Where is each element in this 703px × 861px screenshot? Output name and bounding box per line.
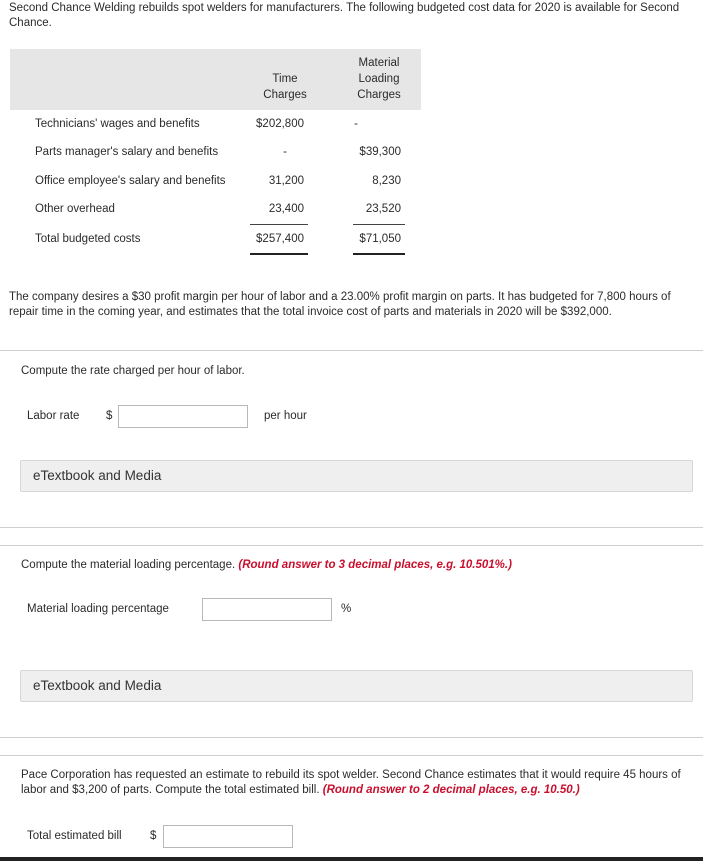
subtotal-rule-material: [353, 224, 405, 225]
q2-prompt: Compute the material loading percentage.: [21, 559, 236, 571]
header-time-line2: Charges: [263, 89, 307, 101]
total-time: $257,400: [256, 233, 304, 245]
cell-time: -: [283, 146, 287, 158]
q3-prompt: Pace Corporation has requested an estimate to rebuild its spot welder. Second Chance estimates that it would require 45 hours of labor and $3,200 of parts. Compute the total estimated bill.: [21, 769, 681, 796]
total-rule-time: [250, 253, 308, 255]
row-label: Parts manager's salary and benefits: [35, 146, 219, 158]
total-bill-label: Total estimated bill: [27, 830, 122, 842]
problem-paragraph: The company desires a $30 profit margin per hour of labor and a 23.00% profit margin on parts. It has budgeted for 7,800 hours of repair time in the coming year, and estimates that the total invoice cost of parts and materials in 2020 will be $392,000.: [9, 291, 671, 318]
header-material-loading-charges: [348, 55, 410, 103]
intro-text: Second Chance Welding rebuilds spot welders for manufacturers. The following budgeted cost data for 2020 is available for Second Chance.: [9, 2, 680, 29]
material-loading-label: Material loading percentage: [27, 603, 169, 615]
bottom-border: [0, 857, 703, 861]
cell-time: 23,400: [268, 203, 304, 215]
q2-prompt-line: [21, 559, 512, 571]
total-label: Total budgeted costs: [35, 233, 141, 245]
etextbook-media-label: eTextbook and Media: [33, 468, 162, 483]
row-label: Technicians' wages and benefits: [35, 118, 200, 130]
cell-material: 23,520: [365, 203, 401, 215]
material-loading-input[interactable]: [202, 598, 332, 621]
total-bill-input[interactable]: [163, 825, 293, 848]
etextbook-media-label: eTextbook and Media: [33, 678, 162, 693]
section-divider: [0, 737, 703, 738]
q1-prompt: Compute the rate charged per hour of labor.: [21, 365, 245, 377]
subtotal-rule-time: [250, 224, 308, 225]
cell-material: $39,300: [359, 146, 401, 158]
header-material-line2: Loading: [358, 73, 400, 85]
total-bill-currency: $: [150, 830, 157, 842]
row-label: Office employee's salary and benefits: [35, 175, 226, 187]
row-label: Other overhead: [35, 203, 115, 215]
header-material-line3: Charges: [357, 89, 401, 101]
labor-rate-suffix: per hour: [264, 410, 307, 422]
section-divider: [0, 527, 703, 528]
cell-material: 8,230: [372, 175, 401, 187]
header-time-charges: [256, 71, 314, 103]
etextbook-media-button[interactable]: [20, 460, 693, 492]
cell-material: -: [354, 118, 358, 130]
section-divider: [0, 755, 703, 756]
section-divider: [0, 545, 703, 546]
etextbook-media-button[interactable]: [20, 670, 693, 702]
header-time-line1: Time: [272, 73, 298, 85]
q2-rounding-note: (Round answer to 3 decimal places, e.g. 10.501%.): [238, 559, 512, 571]
total-rule-material: [353, 253, 405, 255]
total-material: $71,050: [359, 233, 401, 245]
q3-prompt-block: [21, 768, 696, 798]
labor-rate-input[interactable]: [118, 405, 248, 428]
header-material-line1: Material: [358, 57, 400, 69]
q3-rounding-note: (Round answer to 2 decimal places, e.g. 10.50.): [322, 784, 580, 796]
cell-time: 31,200: [268, 175, 304, 187]
labor-rate-label: Labor rate: [27, 410, 80, 422]
labor-rate-currency: $: [106, 410, 113, 422]
material-loading-suffix: %: [341, 603, 352, 615]
section-divider: [0, 350, 703, 351]
cell-time: $202,800: [256, 118, 304, 130]
